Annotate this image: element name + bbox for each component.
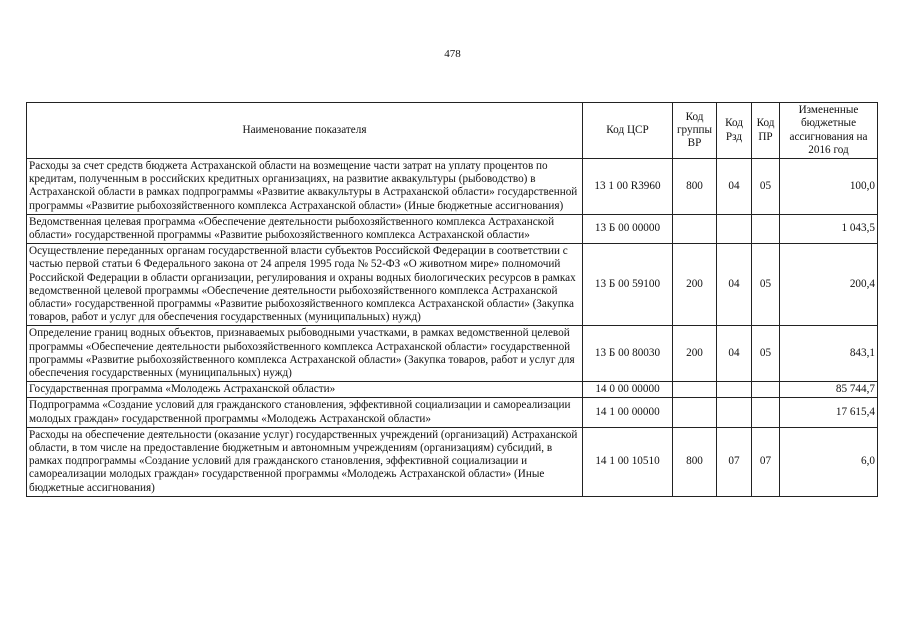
row-vr: 800 bbox=[673, 159, 717, 215]
row-csr: 14 1 00 00000 bbox=[583, 398, 673, 427]
row-pr: 05 bbox=[752, 244, 780, 326]
row-amount: 100,0 bbox=[780, 159, 878, 215]
table-row bbox=[27, 382, 878, 398]
table-row bbox=[27, 427, 878, 496]
row-name: Ведомственная целевая программа «Обеспечение деятельности рыбохозяйственного комплекса Астраханской области» государственной программы «Развитие рыбохозяйственного комплекса Астраханской области» bbox=[27, 214, 583, 243]
row-rzd bbox=[717, 382, 752, 398]
row-vr: 200 bbox=[673, 244, 717, 326]
row-pr: 07 bbox=[752, 427, 780, 496]
row-pr bbox=[752, 214, 780, 243]
row-name: Расходы на обеспечение деятельности (оказание услуг) государственных учреждений (организаций) Астраханской области, в том числе на предоставление бюджетным и автономным учреждениям (организациям) субсидий, в рамках подпрограммы «Создание условий для гражданского становления, эффективной социализации и самореализации молодых граждан» государственной программы «Молодежь Астраханской области» (Иные бюджетные ассигнования) bbox=[27, 427, 583, 496]
table-row bbox=[27, 398, 878, 427]
row-csr: 13 Б 00 59100 bbox=[583, 244, 673, 326]
header-amount: Измененные бюджетные ассигнования на 2016 год bbox=[780, 103, 878, 159]
row-amount: 6,0 bbox=[780, 427, 878, 496]
table-row bbox=[27, 326, 878, 382]
row-amount: 843,1 bbox=[780, 326, 878, 382]
row-vr bbox=[673, 214, 717, 243]
row-vr bbox=[673, 398, 717, 427]
header-name: Наименование показателя bbox=[27, 103, 583, 159]
row-amount: 85 744,7 bbox=[780, 382, 878, 398]
row-csr: 13 1 00 R3960 bbox=[583, 159, 673, 215]
row-pr bbox=[752, 398, 780, 427]
row-name: Определение границ водных объектов, признаваемых рыбоводными участками, в рамках ведомственной целевой программы «Обеспечение деятельности рыбохозяйственного комплекса Астраханской области» государственной программы «Развитие рыбохозяйственного комплекса Астраханской области» (Закупка товаров, работ и услуг для обеспечения государственных (муниципальных) нужд) bbox=[27, 326, 583, 382]
row-rzd: 04 bbox=[717, 244, 752, 326]
row-csr: 14 1 00 10510 bbox=[583, 427, 673, 496]
table-row bbox=[27, 244, 878, 326]
header-csr: Код ЦСР bbox=[583, 103, 673, 159]
row-vr: 800 bbox=[673, 427, 717, 496]
row-name: Подпрограмма «Создание условий для гражданского становления, эффективной социализации и самореализации молодых граждан» государственной программы «Молодежь Астраханской области» bbox=[27, 398, 583, 427]
row-csr: 13 Б 00 00000 bbox=[583, 214, 673, 243]
row-rzd: 04 bbox=[717, 326, 752, 382]
budget-table bbox=[26, 102, 878, 497]
row-amount: 200,4 bbox=[780, 244, 878, 326]
row-name: Осуществление переданных органам государственной власти субъектов Российской Федерации в соответствии с частью первой статьи 6 Федерального закона от 24 апреля 1995 года № 52-ФЗ «О животном мире» полномочий Российской Федерации в области организации, регулирования и охраны водных биологических ресурсов в рамках ведомственной целевой программы «Обеспечение деятельности рыбохозяйственного комплекса Астраханской области» государственной программы «Развитие рыбохозяйственного комплекса Астраханской области» (Закупка товаров, работ и услуг для обеспечения государственных (муниципальных) нужд) bbox=[27, 244, 583, 326]
row-vr bbox=[673, 382, 717, 398]
table-row bbox=[27, 159, 878, 215]
row-pr: 05 bbox=[752, 326, 780, 382]
row-rzd bbox=[717, 398, 752, 427]
row-amount: 1 043,5 bbox=[780, 214, 878, 243]
row-pr: 05 bbox=[752, 159, 780, 215]
table-header-row bbox=[27, 103, 878, 159]
row-csr: 14 0 00 00000 bbox=[583, 382, 673, 398]
row-amount: 17 615,4 bbox=[780, 398, 878, 427]
table-row bbox=[27, 214, 878, 243]
row-name: Государственная программа «Молодежь Астраханской области» bbox=[27, 382, 583, 398]
row-rzd: 07 bbox=[717, 427, 752, 496]
header-pr: Код ПР bbox=[752, 103, 780, 159]
row-rzd: 04 bbox=[717, 159, 752, 215]
row-rzd bbox=[717, 214, 752, 243]
header-vr: Код группы ВР bbox=[673, 103, 717, 159]
row-name: Расходы за счет средств бюджета Астраханской области на возмещение части затрат на уплату процентов по кредитам, полученным в российских кредитных организациях, на развитие аквакультуры (рыбоводство) в Астраханской области в рамках подпрограммы «Развитие аквакультуры в Астраханской области» государственной программы «Развитие рыбохозяйственного комплекса Астраханской области» (Иные бюджетные ассигнования) bbox=[27, 159, 583, 215]
row-pr bbox=[752, 382, 780, 398]
page-number: 478 bbox=[444, 48, 461, 60]
row-vr: 200 bbox=[673, 326, 717, 382]
header-rzd: Код Рзд bbox=[717, 103, 752, 159]
row-csr: 13 Б 00 80030 bbox=[583, 326, 673, 382]
